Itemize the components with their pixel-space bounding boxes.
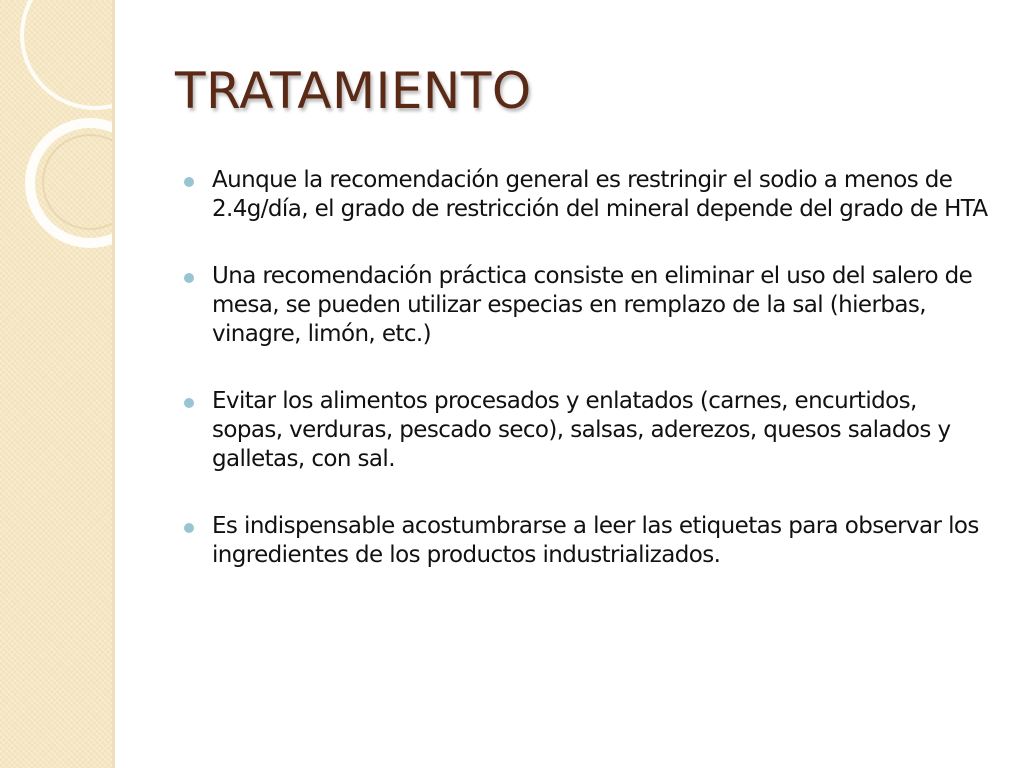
bullet-dot-icon [184,273,194,283]
bullet-dot-icon [184,523,194,533]
bullet-list [183,166,993,608]
decorative-side-band [0,0,112,768]
bullet-item [183,512,993,570]
bullet-text: Es indispensable acostumbrarse a leer las etiquetas para observar los ingredientes de los productos industrializados. [212,513,979,568]
bullet-dot-icon [184,177,194,187]
bullet-item [183,387,993,474]
bullet-item [183,262,993,349]
side-band-edge [112,0,115,768]
bullet-text: Una recomendación práctica consiste en eliminar el uso del salero de mesa, se pueden utilizar especias en remplazo de la sal (hierbas, vinagre, limón, etc.) [212,263,973,347]
slide-title: TRATAMIENTO [175,62,532,120]
bullet-text: Aunque la recomendación general es restringir el sodio a menos de 2.4g/día, el grado de restricción del mineral depende del grado de HTA [212,167,988,222]
bullet-item [183,166,993,224]
bullet-text: Evitar los alimentos procesados y enlatados (carnes, encurtidos, sopas, verduras, pescado seco), salsas, aderezos, quesos salados y galletas, con sal. [212,388,951,472]
decorative-ring [20,0,112,110]
bullet-dot-icon [184,398,194,408]
